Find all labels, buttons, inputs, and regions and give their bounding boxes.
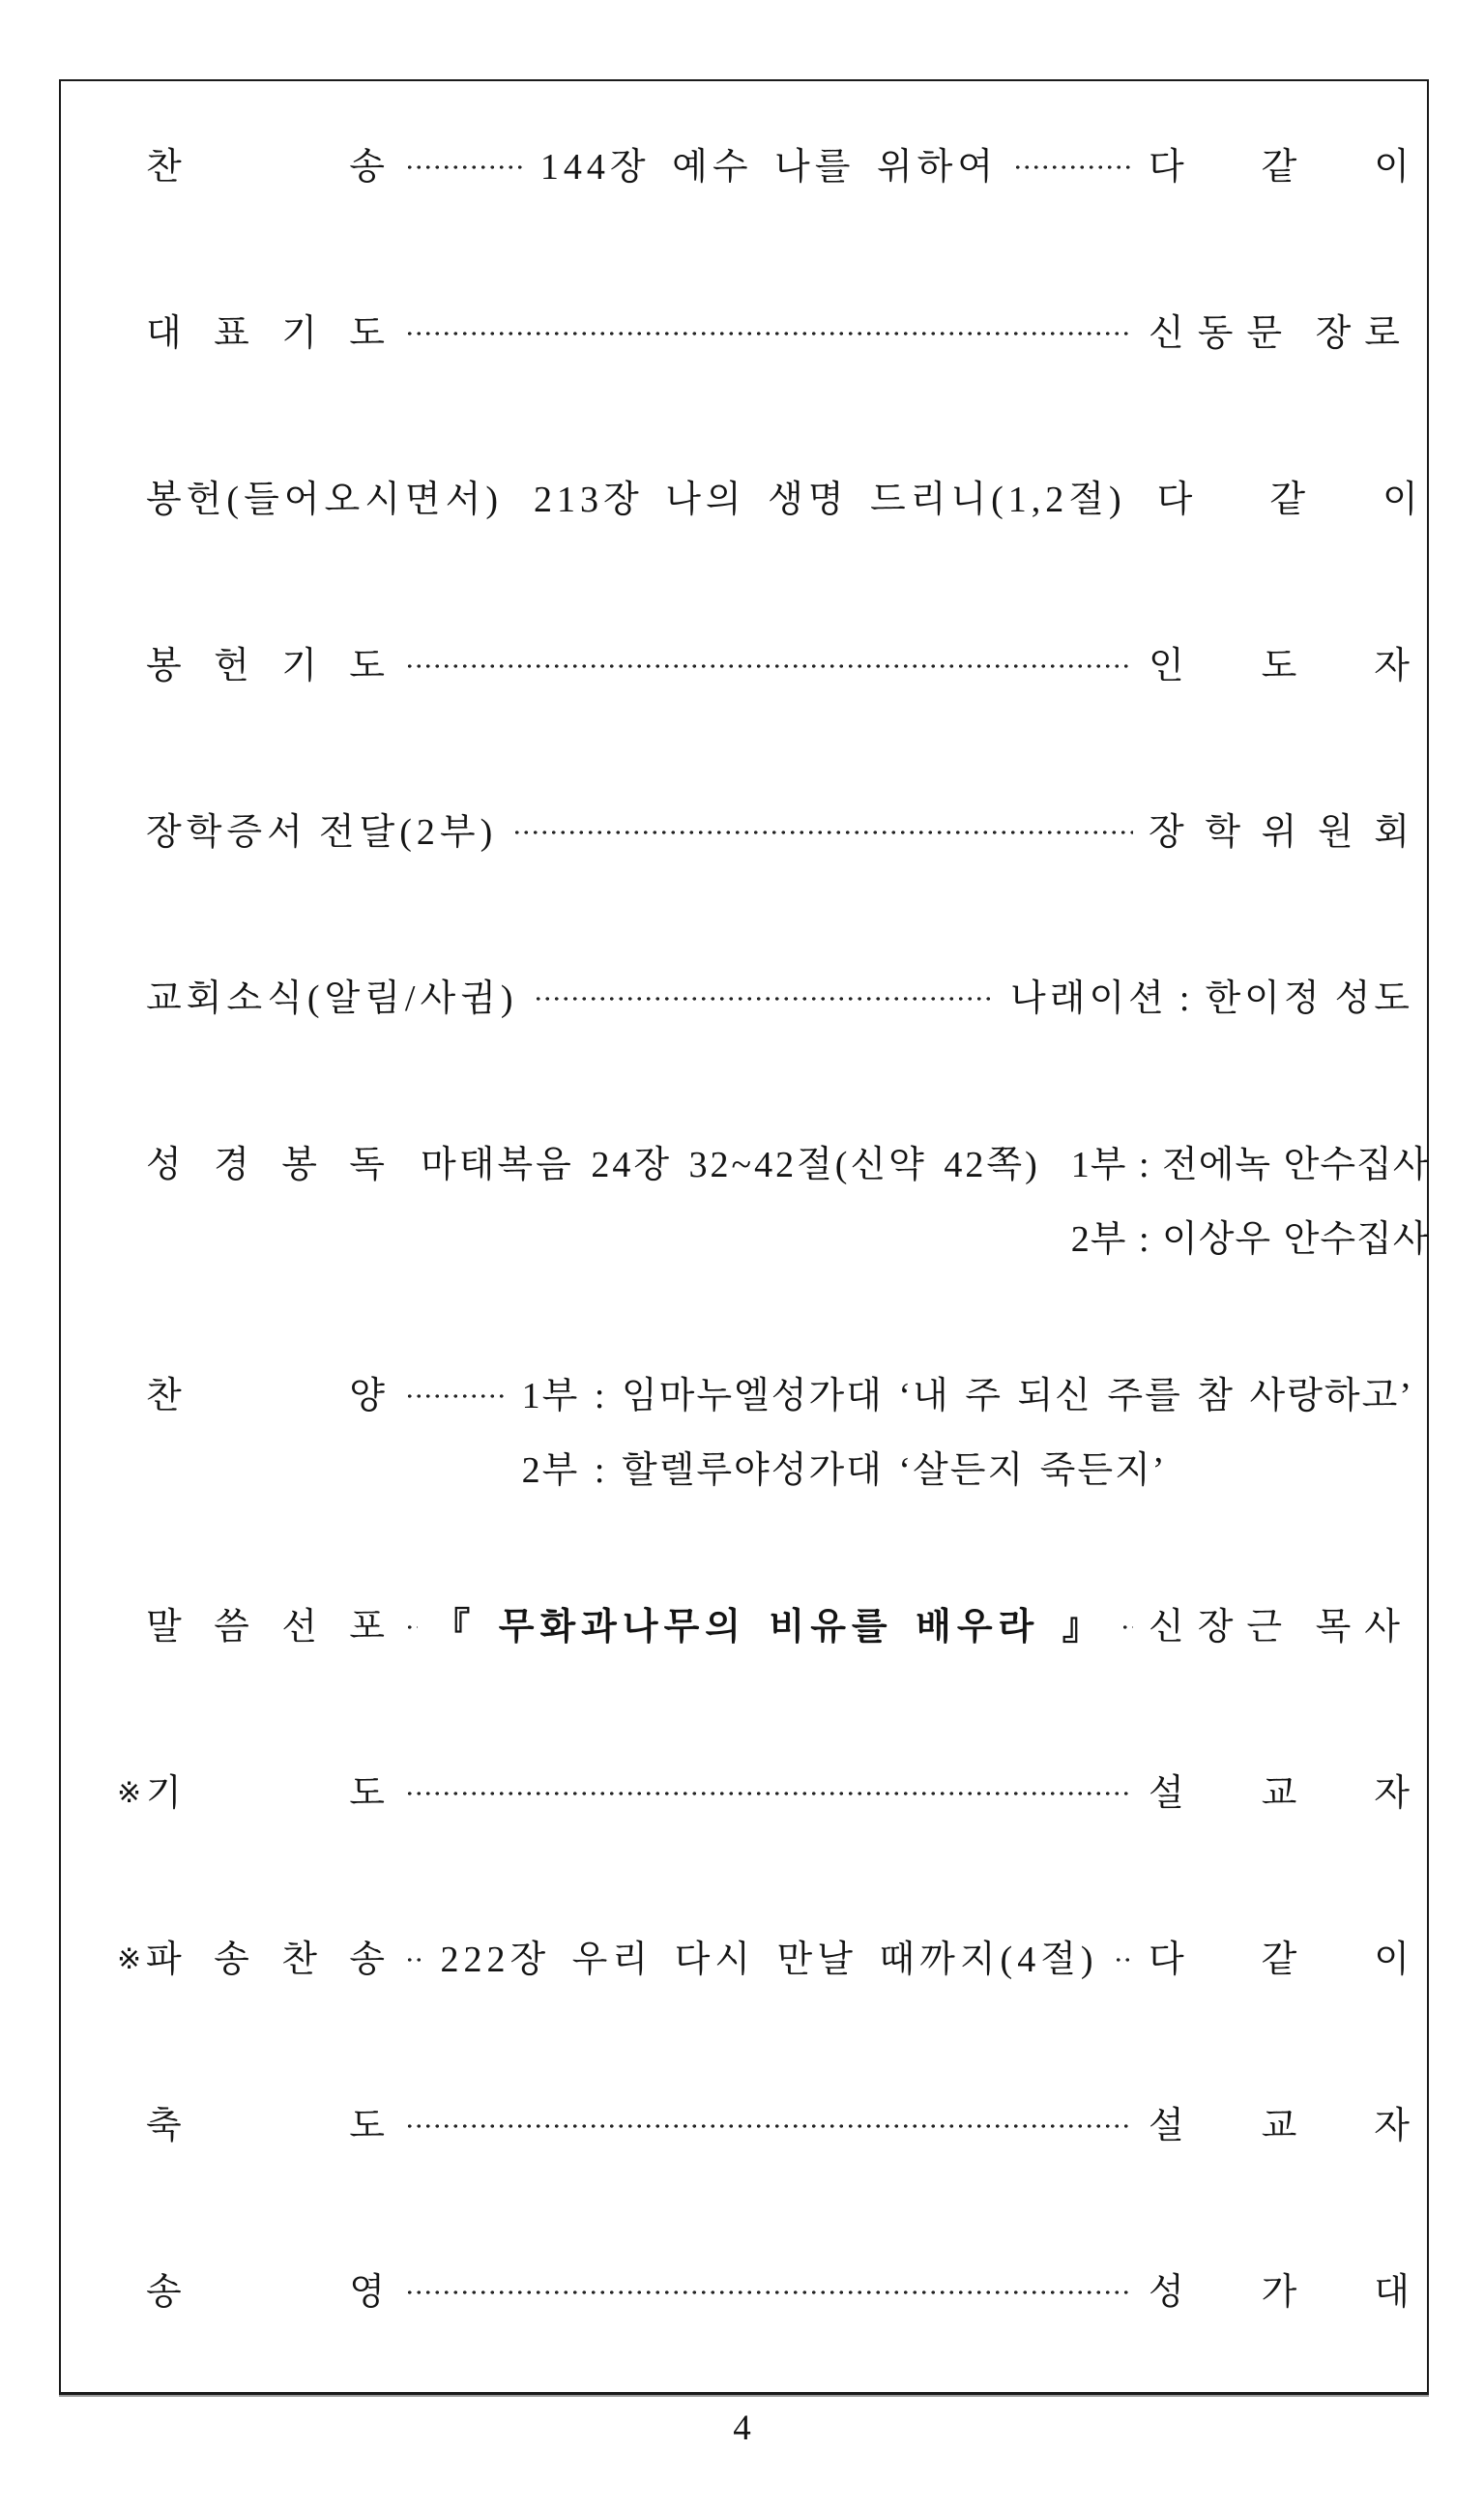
dotted-leader bbox=[1114, 1936, 1133, 1984]
row-doxology bbox=[117, 2268, 1413, 2317]
dotted-leader bbox=[405, 1936, 424, 1984]
item-label: 장학증서 전달(2부) bbox=[146, 812, 498, 853]
reader-part2: 2부 : 이상우 안수집사 bbox=[1070, 1219, 1430, 1260]
dotted-leader bbox=[1013, 143, 1133, 191]
scripture-passage: 마태복음 24장 32~42절(신약 42쪽) bbox=[421, 1145, 1040, 1185]
page-number: 4 bbox=[733, 2408, 751, 2448]
item-label: 찬 양 bbox=[146, 1376, 390, 1416]
item-label: 봉 헌 기 도 bbox=[146, 646, 390, 686]
dotted-leader bbox=[405, 309, 1133, 358]
performer: 장 학 위 원 회 bbox=[1149, 812, 1413, 853]
item-label: 송 영 bbox=[146, 2272, 390, 2313]
narrator: 나래이션 : 한이정 성도 bbox=[1010, 978, 1413, 1019]
performer: 인 도 자 bbox=[1149, 646, 1413, 686]
performer: 다 같 이 bbox=[1149, 147, 1414, 188]
performer: 설 교 자 bbox=[1149, 1773, 1413, 1814]
dotted-leader bbox=[405, 1603, 418, 1651]
item-label: 교회소식(알림/사귐) bbox=[146, 978, 518, 1019]
hymn-title: 222장 우리 다시 만날 때까지(4절) bbox=[440, 1940, 1098, 1980]
row-praise bbox=[117, 1372, 1413, 1495]
choir-anthems bbox=[522, 1372, 1413, 1495]
item-label: 대 표 기 도 bbox=[146, 313, 390, 354]
dotted-leader bbox=[405, 2268, 1133, 2317]
dotted-leader bbox=[1120, 1603, 1133, 1651]
performer: 다 같 이 bbox=[1149, 1940, 1414, 1980]
dotted-leader bbox=[534, 975, 996, 1023]
hymn-title: 213장 나의 생명 드리니(1,2절) bbox=[533, 480, 1126, 520]
preacher: 신장근 목사 bbox=[1149, 1607, 1413, 1648]
readers bbox=[1071, 1141, 1430, 1264]
row-benediction bbox=[117, 2102, 1413, 2150]
item-label: 기 도 bbox=[146, 1773, 390, 1814]
reader-part1: 1부 : 전에녹 안수집사 bbox=[1070, 1145, 1430, 1185]
row-sending-hymn bbox=[117, 1936, 1413, 1984]
choir-part2: 2부 : 할렐루야성가대 ‘살든지 죽든지’ bbox=[521, 1450, 1167, 1491]
reference-mark: ※ bbox=[117, 1943, 142, 1975]
row-hymn bbox=[117, 143, 1413, 191]
item-label: 봉헌(들어오시면서) bbox=[146, 480, 503, 520]
item-label: 축 도 bbox=[146, 2106, 390, 2146]
row-offering bbox=[117, 476, 1422, 524]
item-label: 말 씀 선 포 bbox=[146, 1607, 390, 1648]
row-church-news bbox=[117, 975, 1413, 1023]
row-sermon bbox=[117, 1603, 1413, 1651]
dotted-leader bbox=[512, 808, 1133, 857]
sermon-title: 『 무화과나무의 비유를 배우라 』 bbox=[433, 1607, 1105, 1648]
item-label: 성 경 봉 독 bbox=[146, 1145, 390, 1185]
row-representative-prayer bbox=[117, 309, 1413, 358]
row-scripture-reading bbox=[117, 1141, 1430, 1264]
performer: 신동문 장로 bbox=[1149, 313, 1413, 354]
hymn-title: 144장 예수 나를 위하여 bbox=[539, 147, 999, 188]
performer: 성 가 대 bbox=[1149, 2272, 1413, 2313]
dotted-leader bbox=[405, 642, 1133, 690]
reference-mark: ※ bbox=[117, 1777, 142, 1809]
row-offering-prayer bbox=[117, 642, 1413, 690]
performer: 설 교 자 bbox=[1149, 2106, 1413, 2146]
row-prayer bbox=[117, 1769, 1413, 1818]
performer: 다 같 이 bbox=[1156, 480, 1422, 520]
dotted-leader bbox=[405, 1372, 507, 1420]
worship-order-page bbox=[59, 79, 1429, 2395]
item-label: 찬 송 bbox=[146, 147, 390, 188]
choir-part1: 1부 : 임마누엘성가대 ‘내 주 되신 주를 참 사랑하고’ bbox=[521, 1376, 1413, 1416]
row-scholarship-presentation bbox=[117, 808, 1413, 857]
dotted-leader bbox=[405, 143, 525, 191]
dotted-leader bbox=[405, 1769, 1133, 1818]
item-label: 파 송 찬 송 bbox=[146, 1940, 390, 1980]
dotted-leader bbox=[405, 2102, 1133, 2150]
